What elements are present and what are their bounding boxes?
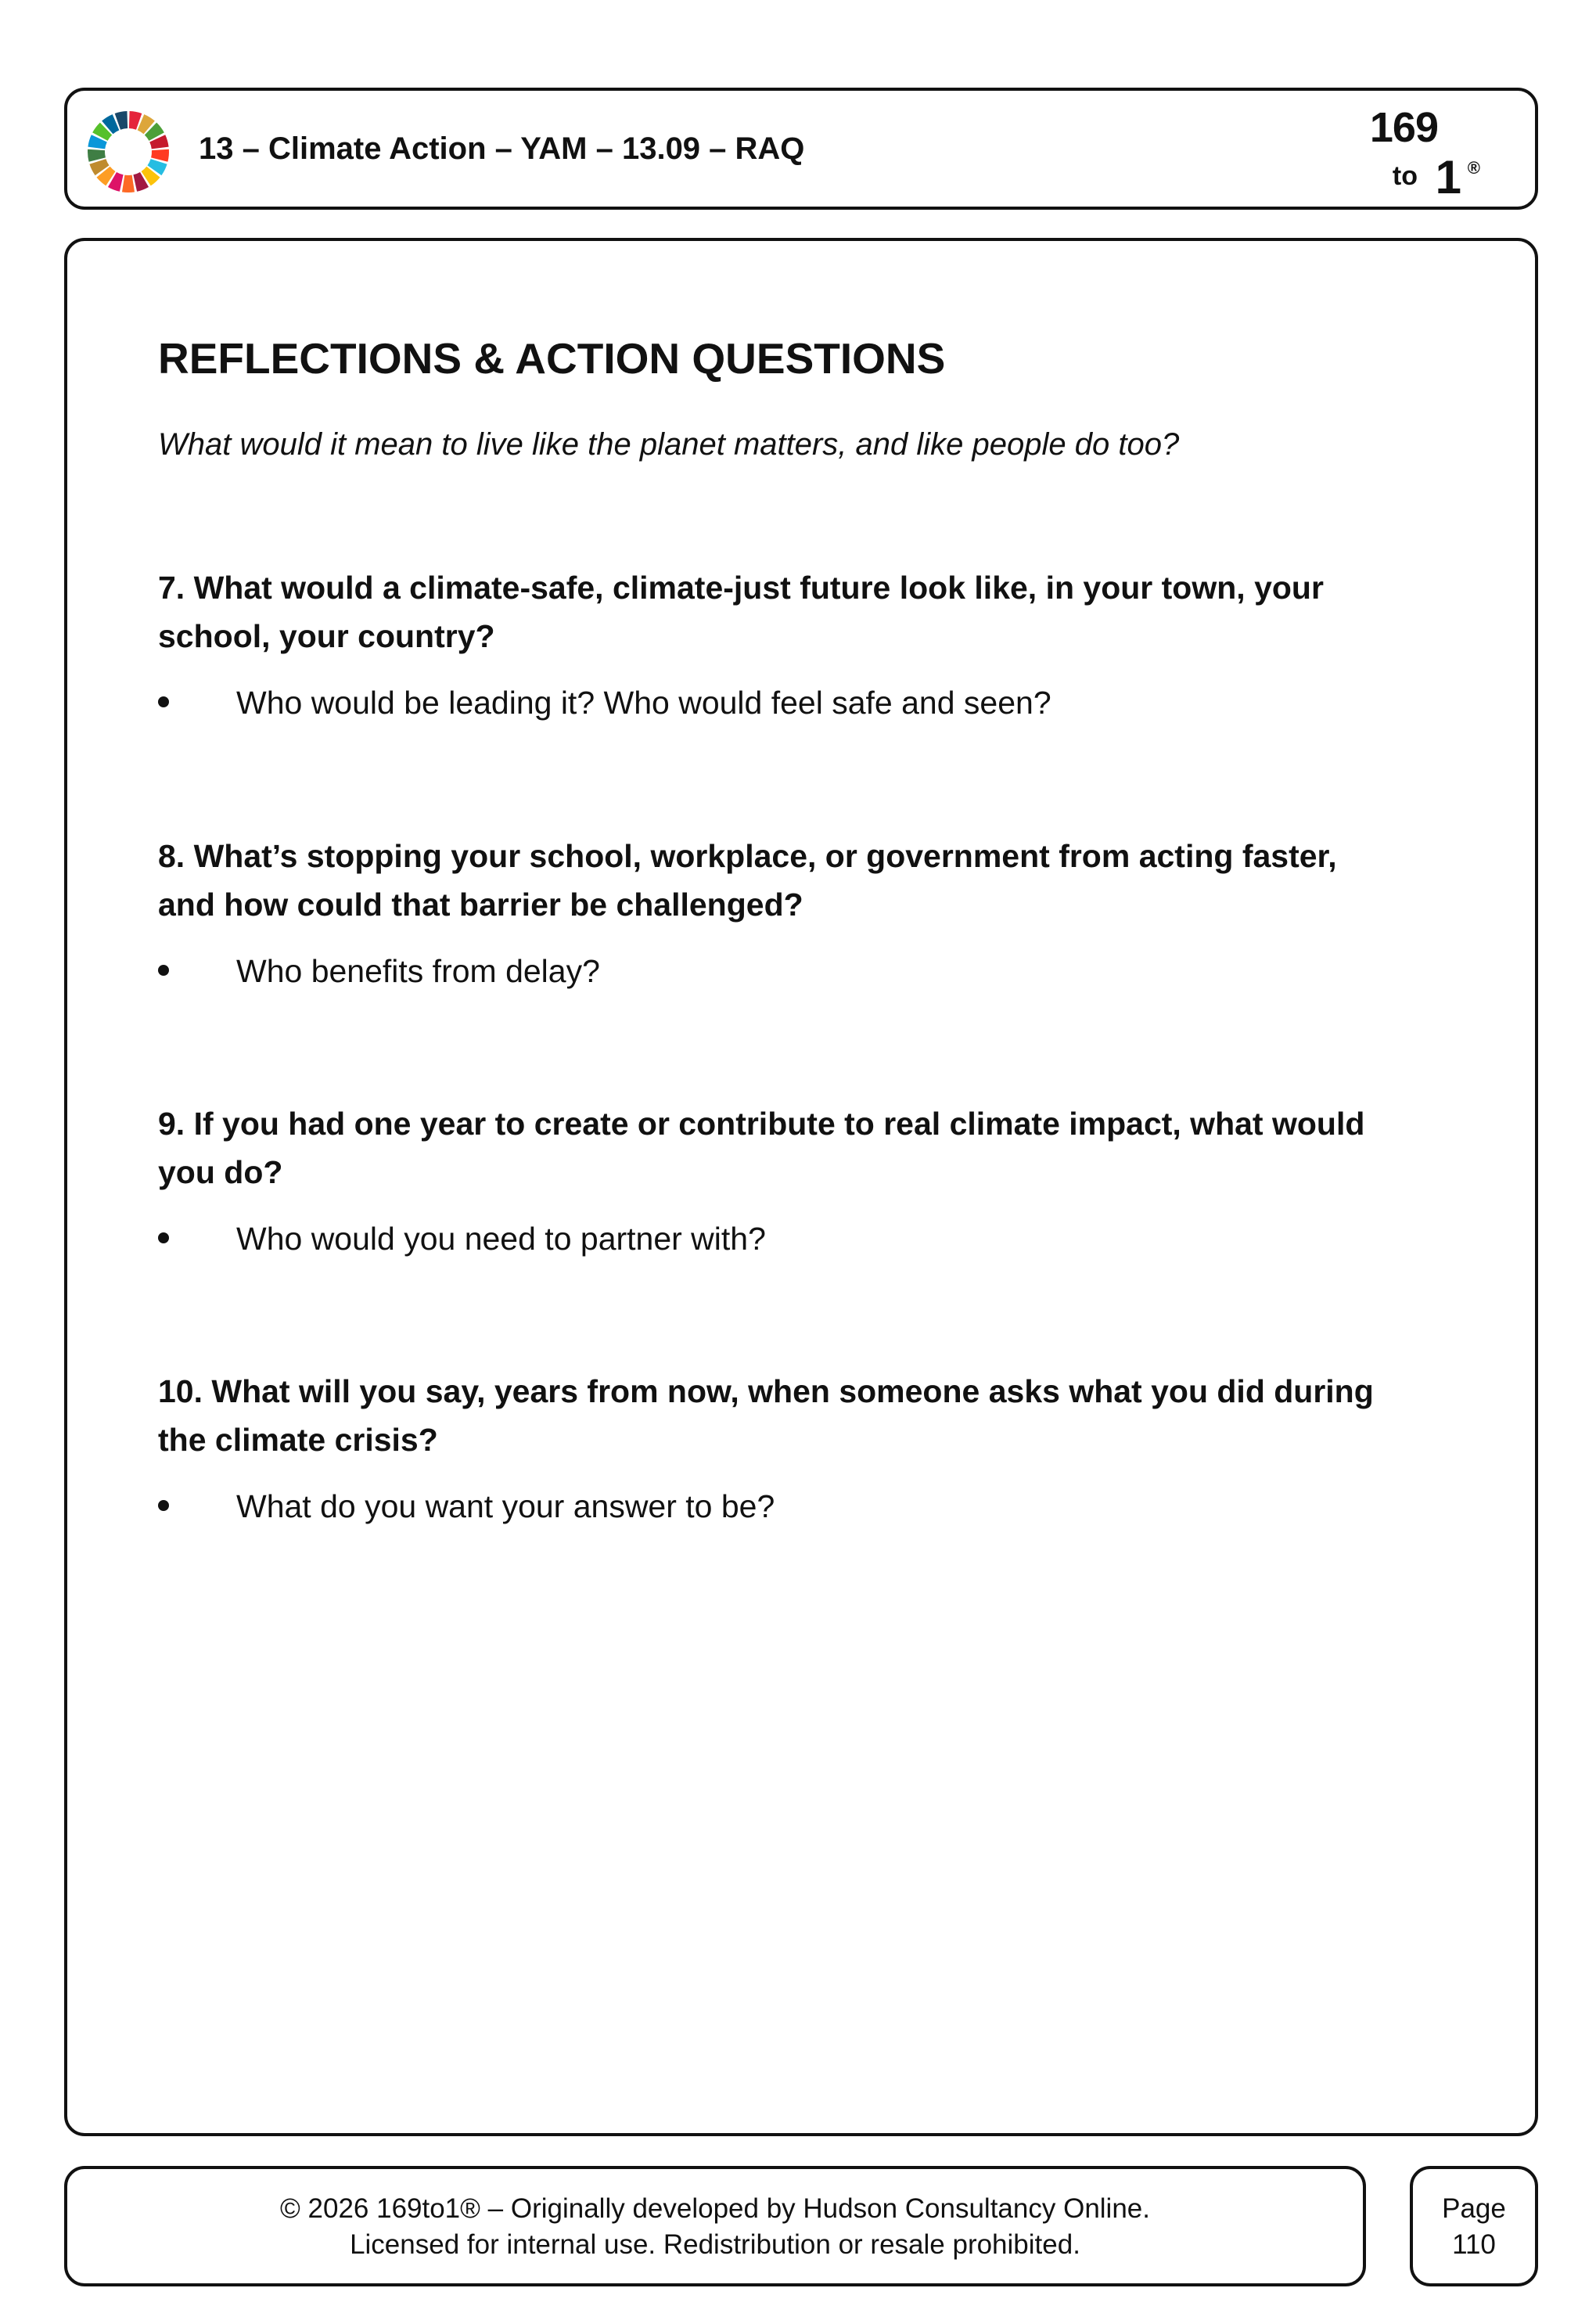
section-subtitle: What would it mean to live like the planet matters, and like people do too? — [158, 427, 1180, 462]
sdg-wheel-segment — [122, 175, 135, 192]
copyright-notice — [67, 2191, 1363, 2263]
brand-logo — [1363, 99, 1480, 203]
list-item — [158, 681, 1504, 725]
question-block-9 — [158, 1099, 1504, 1261]
page-indicator — [1413, 2191, 1535, 2263]
question-text — [158, 1367, 1504, 1464]
question-line-1: 10. What will you say, years from now, when someone asks what you did during — [158, 1373, 1374, 1409]
bullet-text: Who would be leading it? Who would feel safe and seen? — [236, 685, 1051, 721]
question-block-10 — [158, 1367, 1504, 1528]
question-line-2: you do? — [158, 1154, 283, 1190]
bullet-dot-icon — [158, 965, 169, 976]
brand-number: 169 — [1369, 104, 1438, 151]
question-line-2: the climate crisis? — [158, 1422, 438, 1458]
bullet-dot-icon — [158, 696, 169, 707]
question-text — [158, 832, 1504, 929]
bullet-text: Who benefits from delay? — [236, 953, 600, 989]
list-item — [158, 1217, 1504, 1261]
question-line-1: 7. What would a climate-safe, climate-just future look like, in your town, your — [158, 570, 1324, 606]
page-number-box — [1410, 2166, 1538, 2286]
page-number: 110 — [1452, 2229, 1496, 2260]
bullet-text: Who would you need to partner with? — [236, 1221, 766, 1257]
section-title: REFLECTIONS & ACTION QUESTIONS — [158, 334, 946, 383]
brand-to: to — [1392, 161, 1418, 191]
page-label: Page — [1442, 2193, 1506, 2224]
question-line-2: and how could that barrier be challenged? — [158, 887, 803, 923]
question-line-2: school, your country? — [158, 618, 495, 654]
question-block-8 — [158, 832, 1504, 993]
main-content-panel — [64, 238, 1538, 2136]
header-bar — [64, 88, 1538, 210]
question-text — [158, 1099, 1504, 1196]
brand-one: 1 — [1435, 151, 1461, 203]
copyright-line-2: Licensed for internal use. Redistribution or resale prohibited. — [350, 2229, 1080, 2260]
question-text — [158, 563, 1504, 660]
bullet-dot-icon — [158, 1232, 169, 1243]
question-line-1: 9. If you had one year to create or contribute to real climate impact, what would — [158, 1106, 1365, 1142]
sdg-wheel-icon — [86, 110, 171, 194]
header-title: 13 – Climate Action – YAM – 13.09 – RAQ — [199, 131, 805, 166]
brand-registered-mark: ® — [1467, 158, 1480, 178]
bullet-text: What do you want your answer to be? — [236, 1488, 775, 1524]
copyright-line-1: © 2026 169to1® – Originally developed by Hudson Consultancy Online. — [280, 2193, 1150, 2224]
question-line-1: 8. What’s stopping your school, workplace, or government from acting faster, — [158, 838, 1337, 874]
bullet-dot-icon — [158, 1500, 169, 1511]
list-item — [158, 949, 1504, 993]
footer-copyright-box — [64, 2166, 1366, 2286]
question-block-7 — [158, 563, 1504, 725]
list-item — [158, 1484, 1504, 1528]
